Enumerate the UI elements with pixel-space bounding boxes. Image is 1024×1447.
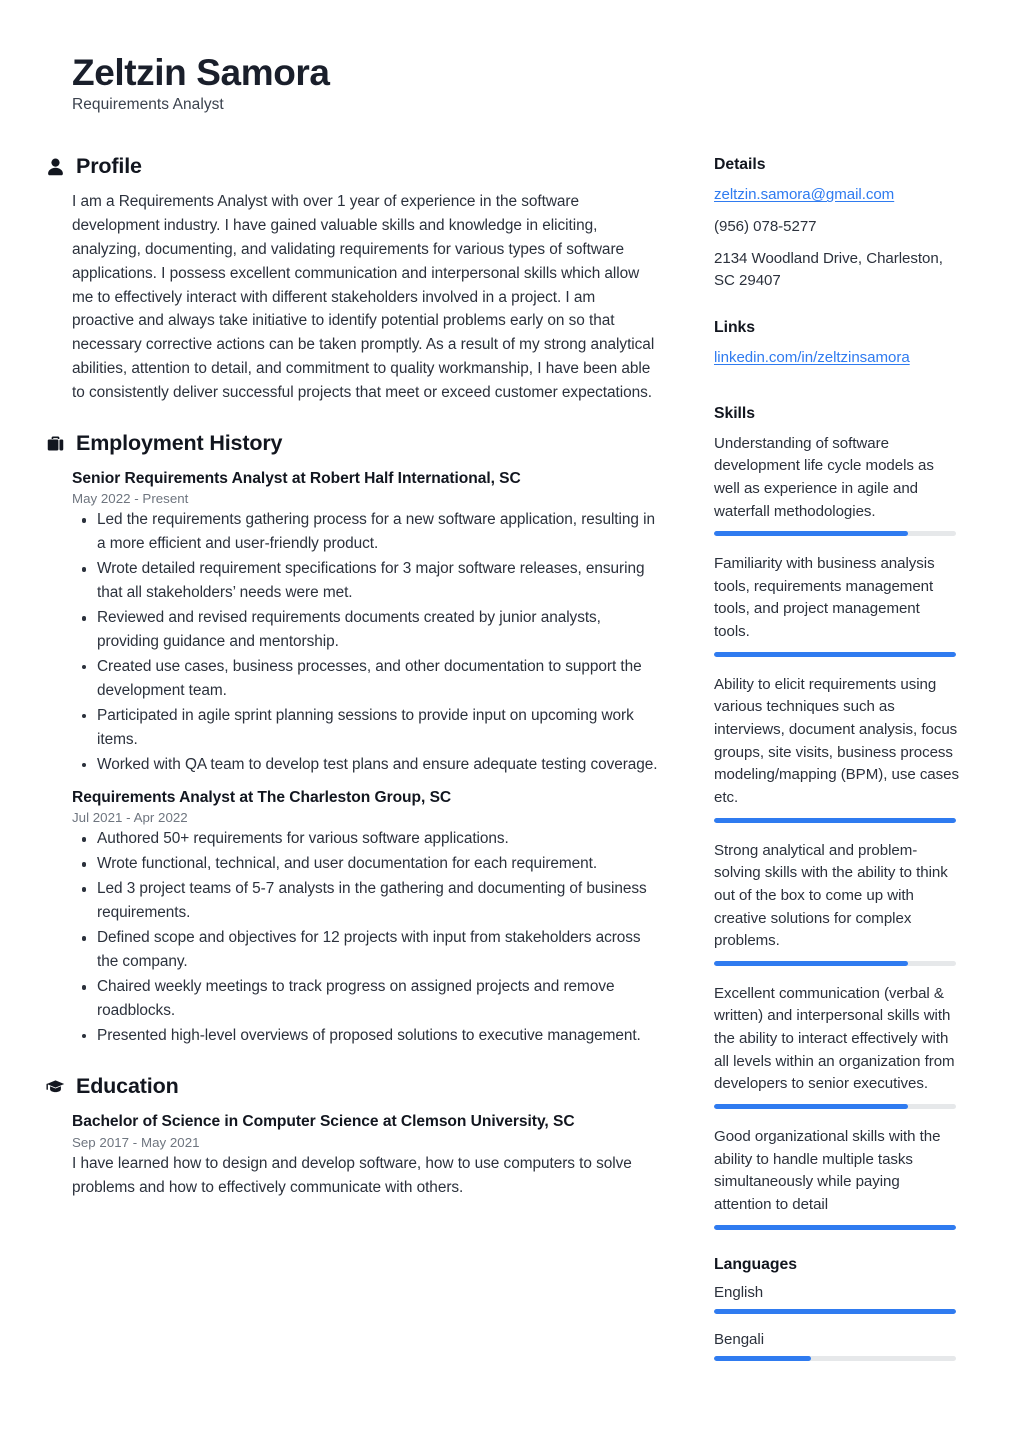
language-level-fill [714, 1309, 956, 1314]
sidebar-languages-title: Languages [714, 1255, 797, 1273]
language-item [714, 1331, 959, 1361]
skill-level-fill [714, 531, 908, 536]
language-item [714, 1284, 959, 1314]
sidebar-links-title: Links [714, 319, 756, 336]
skill-level-fill [714, 818, 956, 823]
sidebar-skills-title: Skills [714, 404, 755, 422]
skill-label: Ability to elicit requirements using various techniques such as interviews, document analysis, focus groups, site visits, business process modeling/mapping (BPM), use cases etc. [714, 675, 959, 806]
skill-level-bar [714, 961, 956, 966]
section-employment-title: Employment History [76, 430, 283, 455]
person-icon [46, 157, 65, 177]
language-label: English [714, 1283, 764, 1301]
skill-label: Familiarity with business analysis tools, requirements management tools, and project management tools. [714, 555, 935, 641]
list-item: Reviewed and revised requirements documents created by junior analysts, providing guidance and mentorship. [72, 606, 658, 654]
employment-entry-date: Jul 2021 - Apr 2022 [72, 810, 188, 826]
skill-label: Understanding of software development life cycle models as well as experience in agile and waterfall methodologies. [714, 434, 934, 520]
skill-level-fill [714, 1104, 908, 1109]
skill-label: Excellent communication (verbal & written) and interpersonal skills with the ability to interact effectively with all levels within an organization from developers to senior executives. [714, 984, 955, 1093]
sidebar-languages [714, 1256, 959, 1361]
section-profile [72, 154, 658, 404]
skill-level-bar [714, 1225, 956, 1230]
profile-text: I am a Requirements Analyst with over 1 year of experience in the software development industry. I have gained valuable skills and knowledge in eliciting, analyzing, documenting, and validating requirements for various types of software applications. I possess excellent communication and interpersonal skills which allow me to effectively interact with different stakeholders involved in a project. I am proactive and always take initiative to identify potential problems early on so that necessary corrective actions can be taken promptly. As a result of my strong analytical abilities, attention to detail, and commitment to quality workmanship, I have been able to consistently deliver successful projects that meet or exceed customer expectations. [72, 193, 655, 401]
language-label: Bengali [714, 1330, 765, 1348]
candidate-name: Zeltzin Samora [72, 52, 330, 93]
employment-entry-title: Requirements Analyst at The Charleston Group, SC [72, 788, 452, 806]
education-entry [72, 1110, 658, 1199]
list-item: Presented high-level overviews of proposed solutions to executive management. [72, 1024, 658, 1048]
sidebar-links [714, 319, 959, 379]
sidebar-details [714, 156, 959, 293]
resume-header [72, 52, 956, 114]
list-item: Chaired weekly meetings to track progress on assigned projects and remove roadblocks. [72, 975, 658, 1023]
list-item: Wrote detailed requirement specifications for 3 major software releases, ensuring that all stakeholders’ needs were met. [72, 557, 658, 605]
linkedin-link[interactable]: linkedin.com/in/zeltzinsamora [714, 349, 910, 366]
list-item: Defined scope and objectives for 12 projects with input from stakeholders across the company. [72, 926, 658, 974]
sidebar-column [714, 154, 959, 1386]
skill-item [714, 983, 959, 1109]
list-item: Authored 50+ requirements for various software applications. [72, 827, 658, 851]
education-entry-date: Sep 2017 - May 2021 [72, 1134, 200, 1150]
skill-level-bar [714, 1104, 956, 1109]
list-item: Led 3 project teams of 5-7 analysts in the gathering and documenting of business requirements. [72, 877, 658, 925]
section-education [72, 1074, 658, 1199]
employment-entry-bullets [72, 827, 658, 1048]
address-text: 2134 Woodland Drive, Charleston, SC 29407 [714, 249, 943, 290]
education-entry-title: Bachelor of Science in Computer Science at Clemson University, SC [72, 1113, 575, 1131]
list-item: Led the requirements gathering process for a new software application, resulting in a more efficient and user-friendly product. [72, 508, 658, 556]
employment-entry-date: May 2022 - Present [72, 491, 189, 507]
language-level-bar [714, 1356, 956, 1361]
list-item: Worked with QA team to develop test plans and ensure adequate testing coverage. [72, 753, 658, 777]
skill-item [714, 674, 959, 823]
skill-item [714, 553, 959, 657]
graduation-cap-icon [46, 1077, 65, 1097]
employment-entry-title: Senior Requirements Analyst at Robert Half International, SC [72, 469, 521, 487]
resume-body [72, 154, 959, 1386]
list-item: Wrote functional, technical, and user documentation for each requirement. [72, 852, 658, 876]
section-education-header [46, 1074, 658, 1099]
skill-level-fill [714, 652, 956, 657]
section-profile-title: Profile [76, 154, 142, 179]
section-education-title: Education [76, 1074, 179, 1099]
education-entry-description: I have learned how to design and develop software, how to use computers to solve problems and how to effectively communicate with others. [72, 1154, 632, 1196]
skill-level-fill [714, 1225, 956, 1230]
section-profile-header [46, 154, 658, 179]
sidebar-skills [714, 405, 959, 1230]
list-item: Created use cases, business processes, and other documentation to support the development team. [72, 655, 658, 703]
skill-item [714, 1126, 959, 1230]
skill-item [714, 433, 959, 537]
skill-label: Good organizational skills with the ability to handle multiple tasks simultaneously while paying attention to detail [714, 1128, 941, 1213]
section-employment [72, 431, 658, 1048]
list-item: Participated in agile sprint planning sessions to provide input on upcoming work items. [72, 704, 658, 752]
skill-level-bar [714, 652, 956, 657]
section-employment-header [46, 431, 658, 456]
candidate-job-title: Requirements Analyst [72, 96, 224, 114]
language-level-fill [714, 1356, 811, 1361]
main-column [72, 154, 658, 1225]
employment-entry-bullets [72, 508, 658, 776]
language-level-bar [714, 1309, 956, 1314]
skill-level-bar [714, 531, 956, 536]
skill-level-fill [714, 961, 908, 966]
employment-entry [72, 786, 658, 1048]
skill-label: Strong analytical and problem-solving skills with the ability to think out of the box to come up with creative solutions for complex problems. [714, 841, 948, 950]
sidebar-details-title: Details [714, 156, 766, 174]
skill-item [714, 840, 959, 966]
employment-entry [72, 467, 658, 777]
skill-level-bar [714, 818, 956, 823]
briefcase-icon [46, 433, 65, 453]
phone-text: (956) 078-5277 [714, 218, 817, 236]
email-link[interactable]: zeltzin.samora@gmail.com [714, 186, 895, 204]
